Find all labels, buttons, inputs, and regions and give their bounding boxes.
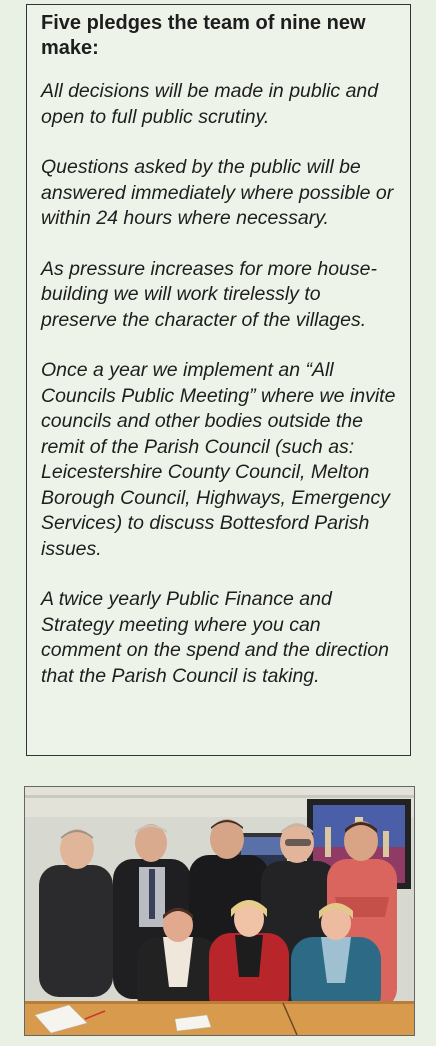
pledges-heading: Five pledges the team of nine new make: <box>41 12 366 59</box>
pledge-item: As pressure increases for more house-building we will work tirelessly to preserve the character of the villages. <box>41 257 377 331</box>
pledge-item: A twice yearly Public Finance and Strategy meeting where you can comment on the spend and the direction that the Parish Council is taking. <box>41 588 389 687</box>
team-photo <box>24 786 415 1036</box>
pledge-item: Questions asked by the public will be answered immediately where possible or within 24 hours where necessary. <box>41 156 394 229</box>
team-photo-illustration <box>25 787 414 1035</box>
pledge-item: Once a year we implement an “All Councils Public Meeting” where we invite councils and other bodies outside the remit of the Parish Council (such as: Leicestershire County Council, Melton Borough Council, Highways, Emergency Services) to discuss Bottesford Parish issues. <box>41 359 396 560</box>
pledges-box <box>26 4 411 756</box>
photo-table <box>25 1001 414 1035</box>
pledge-item: All decisions will be made in public and open to full public scrutiny. <box>41 80 379 128</box>
